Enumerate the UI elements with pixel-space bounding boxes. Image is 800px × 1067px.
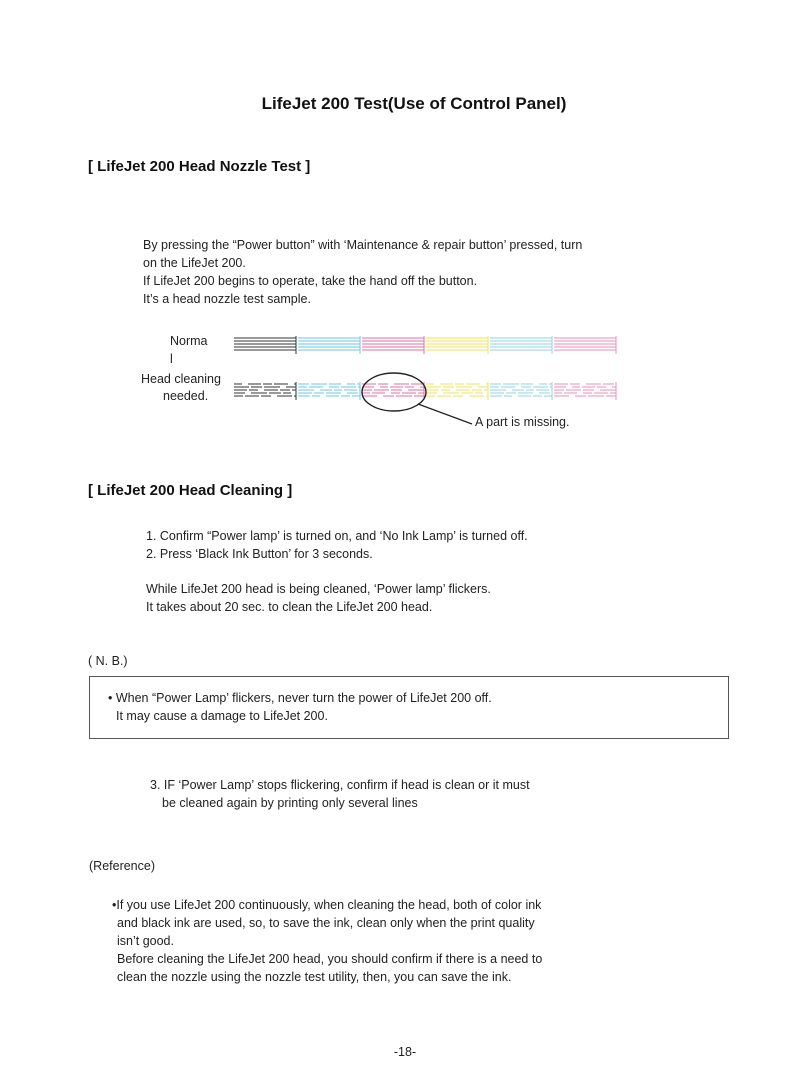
- intro-line: It’s a head nozzle test sample.: [143, 292, 311, 306]
- note-line: It takes about 20 sec. to clean the LifeJet 200 head.: [146, 600, 433, 614]
- head-cleaning-heading: [ LifeJet 200 Head Cleaning ]: [88, 482, 293, 499]
- nb-label: ( N. B.): [88, 654, 128, 668]
- normal-label: Norma: [170, 334, 208, 348]
- nb-line-1: • When “Power Lamp’ flickers, never turn the power of LifeJet 200 off.: [108, 691, 492, 705]
- normal-pattern-row: [234, 336, 616, 354]
- intro-line: on the LifeJet 200.: [143, 256, 246, 270]
- intro-line: If LifeJet 200 begins to operate, take the hand off the button.: [143, 274, 478, 288]
- step-line: 1. Confirm “Power lamp’ is turned on, and ‘No Ink Lamp’ is turned off.: [146, 529, 528, 543]
- reference-line: clean the nozzle using the nozzle test utility, then, you can save the ink.: [117, 970, 512, 984]
- step-line: 2. Press ‘Black Ink Button’ for 3 seconds.: [146, 547, 373, 561]
- reference-line: isn’t good.: [117, 934, 174, 948]
- reference-body: [117, 914, 542, 986]
- missing-area-circle: [362, 373, 426, 411]
- reference-line-1: •If you use LifeJet 200 continuously, when cleaning the head, both of color ink: [112, 898, 542, 912]
- nb-line-2: It may cause a damage to LifeJet 200.: [116, 709, 328, 723]
- cleaning-note: [146, 580, 491, 616]
- reference-label: (Reference): [89, 859, 155, 873]
- cleaning-label: Head cleaning: [141, 372, 221, 386]
- page-title: LifeJet 200 Test(Use of Control Panel): [261, 94, 567, 113]
- callout-leader-line: [418, 404, 472, 424]
- intro-line: By pressing the “Power button” with ‘Maintenance & repair button’ pressed, turn: [143, 238, 583, 252]
- cleaning-steps: [146, 527, 528, 563]
- reference-line: and black ink are used, so, to save the ink, clean only when the print quality: [117, 916, 535, 930]
- reference-line: Before cleaning the LifeJet 200 head, you should confirm if there is a need to: [117, 952, 543, 966]
- cleaning-label-tail: needed.: [163, 389, 209, 403]
- normal-label-tail: l: [170, 352, 173, 366]
- step3-line-1: 3. IF ‘Power Lamp’ stops flickering, confirm if head is clean or it must: [150, 778, 530, 792]
- missing-callout-text: A part is missing.: [475, 415, 570, 429]
- page-number: -18-: [393, 1045, 417, 1059]
- step3-line-2: be cleaned again by printing only several lines: [162, 796, 418, 810]
- nozzle-test-heading: [ LifeJet 200 Head Nozzle Test ]: [88, 158, 311, 175]
- note-line: While LifeJet 200 head is being cleaned, ‘Power lamp’ flickers.: [146, 582, 491, 596]
